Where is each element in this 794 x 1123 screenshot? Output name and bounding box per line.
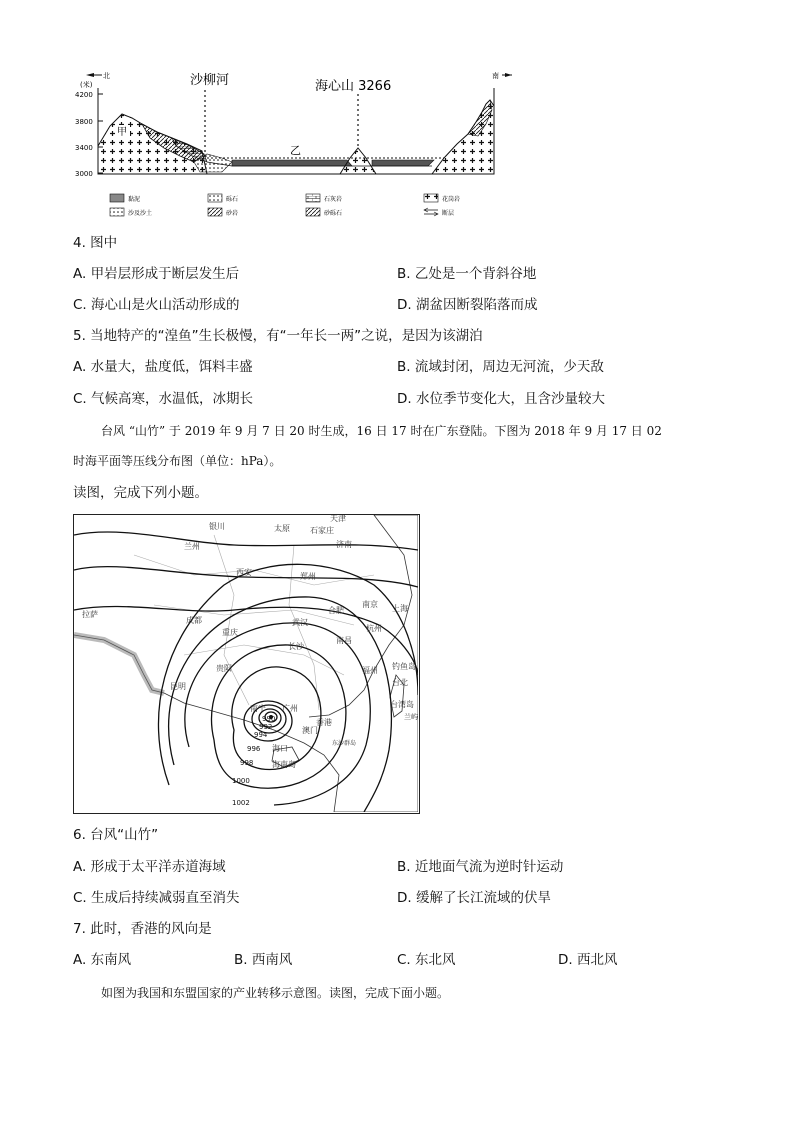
city-nanchang: 南昌 bbox=[336, 636, 352, 645]
q5-option-b[interactable]: B. 流域封闭，周边无河流，少天敌 bbox=[397, 359, 604, 375]
mountain-label: 海心山 3266 bbox=[315, 79, 392, 94]
q5-option-a[interactable]: A. 水量大，盐度低，饵料丰盛 bbox=[73, 359, 253, 375]
city-nanjing: 南京 bbox=[362, 600, 378, 609]
fault-icon bbox=[424, 210, 438, 214]
q4-option-a[interactable]: A. 甲岩层形成于断层发生后 bbox=[73, 266, 240, 282]
q7-option-c[interactable]: C. 东北风 bbox=[397, 952, 456, 968]
basin-label-yi: 乙 bbox=[290, 144, 301, 157]
isobar-label-990: 990 bbox=[262, 715, 276, 723]
city-jinan: 济南 bbox=[336, 540, 352, 549]
q5-option-c[interactable]: C. 气候高寒，水温低，冰期长 bbox=[73, 391, 254, 407]
city-taiyuan: 太原 bbox=[274, 524, 290, 533]
y-tick-3800: 3800 bbox=[75, 118, 93, 126]
city-guangzhou: 广州 bbox=[282, 704, 298, 713]
north-label: 北 bbox=[103, 72, 110, 80]
isobar-label-994: 994 bbox=[254, 731, 268, 739]
city-lanyu: 兰屿 bbox=[404, 713, 418, 721]
isobar-label-1002: 1002 bbox=[232, 799, 250, 807]
q6-option-b[interactable]: B. 近地面气流为逆时针运动 bbox=[397, 859, 564, 875]
y-tick-4200: 4200 bbox=[75, 91, 93, 99]
industry-intro: 如图为我国和东盟国家的产业转移示意图。读图，完成下面小题。 bbox=[101, 986, 450, 1000]
legend-gravel: 砾石 bbox=[226, 196, 239, 203]
typhoon-intro-line1: 台风 “山竹” 于 2019 年 9 月 7 日 20 时生成，16 日 17 时在广东登陆。下图为 2018 年 9 月 17 日 02 bbox=[101, 424, 662, 438]
city-lasa: 拉萨 bbox=[82, 610, 98, 619]
q7-stem: 7. 此时，香港的风向是 bbox=[73, 921, 212, 937]
legend-sandstone: 砂岩 bbox=[226, 210, 239, 217]
q7-option-b[interactable]: B. 西南风 bbox=[234, 952, 293, 968]
q4-option-d[interactable]: D. 湖盆因断裂陷落而成 bbox=[397, 297, 538, 313]
legend-sandy-gravel: 砂砾石 bbox=[324, 210, 343, 217]
city-shijiazhuang: 石家庄 bbox=[310, 526, 334, 535]
city-hangzhou: 杭州 bbox=[366, 624, 382, 633]
profile-svg bbox=[72, 66, 512, 226]
city-hefei: 合肥 bbox=[328, 606, 344, 615]
city-xian: 西安 bbox=[236, 568, 252, 577]
city-wuhan: 武汉 bbox=[292, 618, 308, 627]
legend-sand: 沙及沙土 bbox=[128, 210, 153, 217]
q4-stem: 4. 图中 bbox=[73, 235, 118, 251]
city-zhengzhou: 郑州 bbox=[300, 572, 316, 581]
city-nanning: 南宁 bbox=[250, 704, 266, 713]
q7-option-d[interactable]: D. 西北风 bbox=[558, 952, 618, 968]
q4-option-b[interactable]: B. 乙处是一个背斜谷地 bbox=[397, 266, 537, 282]
q5-stem: 5. 当地特产的“湟鱼”生长极慢，有“一年长一两”之说，是因为该湖泊 bbox=[73, 328, 483, 344]
typhoon-intro-line2: 时海平面等压线分布图（单位：hPa）。 bbox=[73, 454, 282, 468]
city-dongsha: 东沙群岛 bbox=[332, 740, 357, 747]
city-kunming: 昆明 bbox=[170, 682, 186, 691]
city-haikou: 海口 bbox=[272, 744, 288, 753]
isobar-label-992: 992 bbox=[259, 723, 273, 731]
legend-limestone: 石灰岩 bbox=[324, 196, 343, 203]
city-chengdu: 成都 bbox=[186, 616, 202, 625]
isobar-map bbox=[73, 514, 420, 814]
geologic-profile-figure bbox=[72, 66, 512, 226]
isobar-label-1000: 1000 bbox=[232, 777, 250, 785]
river-label: 沙柳河 bbox=[190, 73, 230, 88]
y-tick-3400: 3400 bbox=[75, 144, 93, 152]
legend-fault: 断层 bbox=[442, 210, 455, 217]
city-lanzhou: 兰州 bbox=[184, 542, 200, 551]
city-xianggang: 香港 bbox=[316, 718, 332, 727]
south-arrow-icon bbox=[505, 73, 512, 77]
city-taibei: 台北 bbox=[392, 678, 408, 687]
q6-option-c[interactable]: C. 生成后持续减弱直至消失 bbox=[73, 890, 240, 906]
city-changsha: 长沙 bbox=[288, 642, 304, 651]
city-yinchuan: 银川 bbox=[209, 522, 225, 531]
city-diaoyudao: 钓鱼岛 bbox=[392, 662, 416, 671]
q6-option-a[interactable]: A. 形成于太平洋赤道海域 bbox=[73, 859, 226, 875]
q7-option-a[interactable]: A. 东南风 bbox=[73, 952, 132, 968]
city-taiwandao: 台湾岛 bbox=[390, 700, 414, 709]
city-guiyang: 贵阳 bbox=[216, 664, 232, 673]
isobar-label-998: 998 bbox=[240, 759, 254, 767]
q5-option-d[interactable]: D. 水位季节变化大，且含沙量较大 bbox=[397, 391, 605, 407]
city-shanghai: 上海 bbox=[392, 604, 408, 613]
q6-stem: 6. 台风“山竹” bbox=[73, 827, 159, 843]
isobar-label-996: 996 bbox=[247, 745, 261, 753]
city-aomen: 澳门 bbox=[302, 726, 318, 735]
typhoon-intro-line3: 读图，完成下列小题。 bbox=[73, 485, 208, 501]
q4-option-c[interactable]: C. 海心山是火山活动形成的 bbox=[73, 297, 240, 313]
profile-legend bbox=[110, 194, 460, 217]
legend-granite: 花岗岩 bbox=[442, 196, 461, 203]
city-chongqing: 重庆 bbox=[222, 628, 238, 637]
south-label: 南 bbox=[492, 72, 499, 80]
city-fuzhou: 福州 bbox=[362, 666, 378, 675]
isobar-map-svg bbox=[74, 515, 418, 812]
rock-label-jia: 甲 bbox=[117, 127, 127, 138]
y-tick-3000: 3000 bbox=[75, 170, 93, 178]
unit-label: (米) bbox=[80, 81, 93, 89]
city-tianjin: 天津 bbox=[330, 515, 346, 523]
q6-option-d[interactable]: D. 缓解了长江流域的伏旱 bbox=[397, 890, 551, 906]
legend-clay: 黏泥 bbox=[128, 196, 141, 203]
city-hainandao: 海南岛 bbox=[272, 760, 296, 769]
